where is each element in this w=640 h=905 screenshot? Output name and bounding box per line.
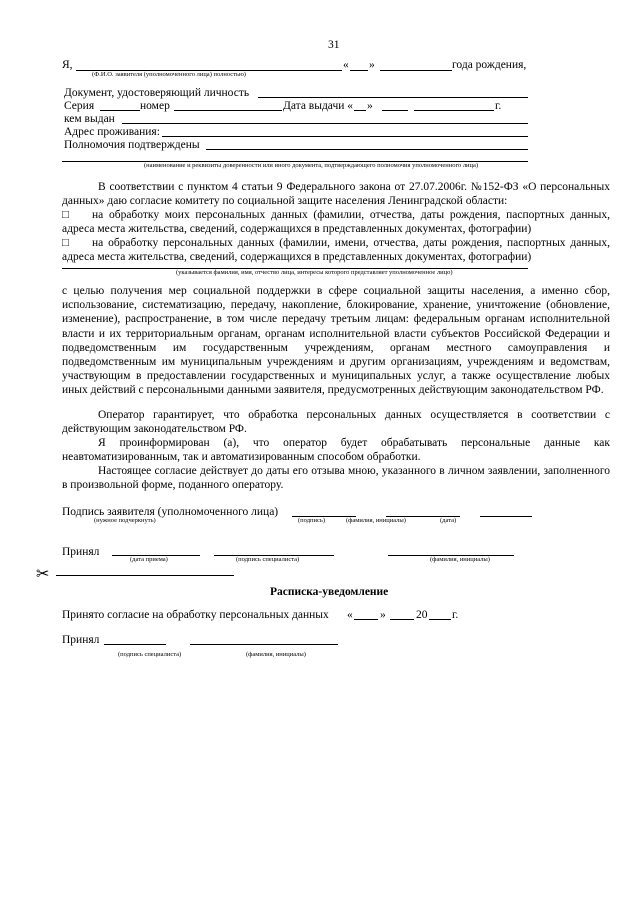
quote-open: « (343, 59, 349, 71)
accepted-cap-date: (дата приема) (130, 556, 168, 563)
signature-date-line[interactable] (480, 516, 532, 517)
receipt-title: Расписка-уведомление (270, 586, 389, 598)
series-label: Серия (64, 100, 95, 112)
checkbox-own[interactable]: □ (62, 209, 69, 221)
receipt-q1: « (347, 609, 353, 621)
birth-day-line[interactable] (350, 70, 368, 71)
signature-cap-underline: (нужное подчеркнуть) (94, 517, 156, 524)
receipt-cap-sign: (подпись специалиста) (118, 651, 182, 658)
address-line[interactable] (162, 136, 528, 137)
authority-caption: (наименование и реквизиты доверенности или иного документа, подтверждающего полномочия уполномоченного лица) (144, 162, 479, 169)
body-paragraph: с целью получения мер социальной поддержки в сфере социальной защиты населения, а именно сбор, использование, систематизацию, передачу, накопление, блокирование, хранение, уничтожение (обновление, изменение), распространение, в том числе передачу третьим лицам: федеральным органам исполнительной власти и их территориальным органам, органам исполнительной власти субъектов Российской Федерации и подведомственным им государственным учреждениям, органам местного самоуправления и подведомственным им муниципальным учреждениям и другим организациям, учреждениям и ведомствам, участвующим в предоставлении государственных и муниципальных услуг, а также осуществление любых иных действий с персональными данными заявителя, предусмотренных действующим законодательством РФ. (62, 285, 610, 397)
person-caption: (указывается фамилия, имя, отчество лица, интересы которого представляет уполномоченное лицо) (176, 269, 453, 276)
issue-day-line[interactable] (354, 110, 366, 111)
receipt-sign-line[interactable] (104, 644, 166, 645)
issue-month-line[interactable] (382, 110, 408, 111)
issue-date-mid: » (367, 100, 373, 112)
authority-label: Полномочия подтверждены (64, 139, 200, 151)
issued-by-line[interactable] (122, 123, 528, 124)
signature-cap-name: (фамилия, инициалы) (346, 517, 406, 524)
accepted-label: Принял (62, 546, 100, 558)
signature-cap-sign: (подпись) (298, 517, 325, 524)
consent-intro: В соответствии с пунктом 4 статьи 9 Федерального закона от 27.07.2006г. №152-ФЗ «О персональных данных» даю согласие комитету по социальной защите населения Ленинградской области: (62, 181, 610, 208)
authority-line[interactable] (206, 149, 528, 150)
option-own-data (62, 208, 610, 236)
document-label: Документ, удостоверяющий личность (64, 87, 250, 99)
quote-close: » (369, 59, 375, 71)
receipt-accepted-label: Принял (62, 634, 100, 646)
option-other-data (62, 236, 610, 264)
option-other-text: на обработку персональных данных (фамилии, имени, отчества, даты рождения, паспортных данных, адреса места жительства, сведений, содержащихся в представленных документах, фотографии) (62, 237, 610, 264)
number-label: номер (140, 100, 170, 112)
address-label: Адрес проживания: (64, 126, 160, 138)
option-own-text: на обработку моих персональных данных (фамилии, отчества, даты рождения, паспортных данных, адреса места жительства, сведений, содержащихся в представленных документах, фотографии) (62, 209, 610, 236)
receipt-month-line[interactable] (390, 619, 414, 620)
receipt-year-suffix: г. (452, 609, 459, 621)
receipt-cap-name: (фамилия, инициалы) (246, 651, 306, 658)
document-line[interactable] (258, 97, 528, 98)
receipt-name-line[interactable] (190, 644, 338, 645)
accepted-cap-name: (фамилия, инициалы) (430, 556, 490, 563)
issue-year-line[interactable] (414, 110, 494, 111)
scissors-icon: ✂ (36, 564, 50, 583)
issue-year-suffix: г. (495, 100, 502, 112)
informed-paragraph: Я проинформирован (а), что оператор будет обрабатывать персональные данные как неавтоматизированным, так и автоматизированным способом обработки. (62, 437, 610, 464)
signature-label: Подпись заявителя (уполномоченного лица) (62, 506, 279, 518)
issue-date-label: Дата выдачи « (283, 100, 354, 112)
page-number: 31 (328, 39, 340, 51)
receipt-day-line[interactable] (354, 619, 378, 620)
validity-paragraph: Настоящее согласие действует до даты его отзыва мною, указанного в личном заявлении, заполненного в произвольной форме, поданного оператору. (62, 465, 610, 492)
issued-by-label: кем выдан (64, 113, 115, 125)
receipt-q2: » (380, 609, 386, 621)
guarantee-paragraph: Оператор гарантирует, что обработка персональных данных осуществляется в соответствии с действующим законодательством РФ. (62, 409, 610, 436)
birth-month-line[interactable] (380, 70, 452, 71)
ya-label: Я, (62, 59, 73, 71)
receipt-century: 20 (416, 609, 428, 621)
checkbox-other[interactable]: □ (62, 237, 69, 249)
series-line[interactable] (100, 110, 140, 111)
cut-line (56, 575, 234, 576)
signature-cap-date: (дата) (440, 517, 457, 524)
receipt-year-line[interactable] (429, 619, 451, 620)
birth-year-label: года рождения, (452, 59, 527, 71)
accepted-cap-sign: (подпись специалиста) (236, 556, 300, 563)
number-line[interactable] (174, 110, 282, 111)
fio-caption: (Ф.И.О. заявителя (уполномоченного лица) полностью) (92, 71, 246, 78)
receipt-line: Принято согласие на обработку персональных данных (62, 609, 329, 621)
